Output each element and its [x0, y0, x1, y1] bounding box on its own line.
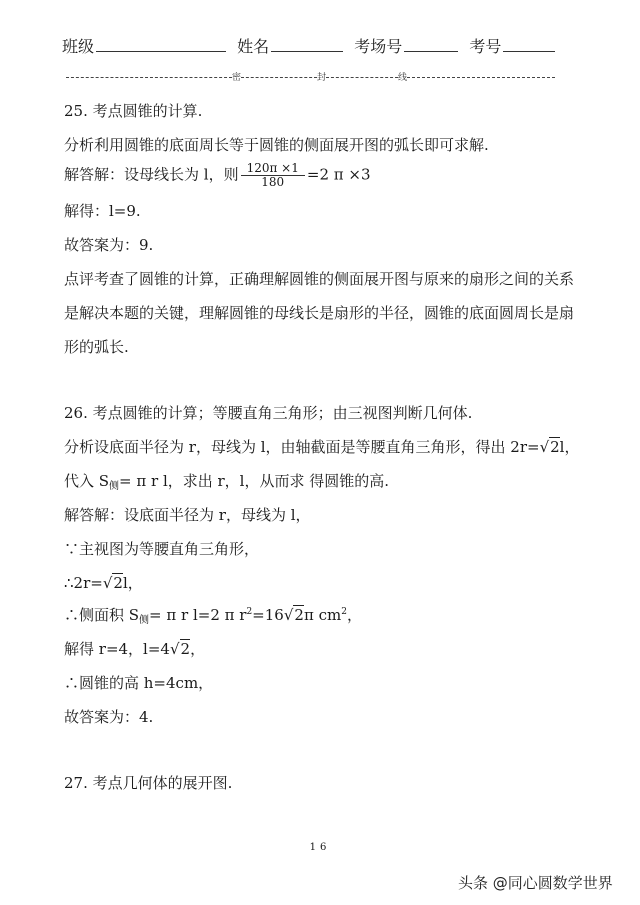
seal-mi: 密	[232, 73, 242, 83]
exam-header	[62, 34, 561, 57]
q26-analysis2: 代入 $S_侧= \pi$ r l，求出 r，l，从而求 得圆锥的高.	[64, 472, 390, 492]
page-number: 16	[309, 842, 331, 853]
seal-line	[66, 70, 566, 83]
q25-step1: 解得：l=9.	[64, 202, 141, 220]
class-field	[96, 35, 226, 52]
q26-solve: 解得 r=4，l=4√2，	[64, 640, 206, 658]
q25-solution: 解答解：设母线长为 l，则 $\frac{120\pi \times 1}{180}$ =2 π ×3	[64, 161, 371, 189]
q26-solution: 解答解：设底面半径为 r，母线为 l，	[64, 506, 311, 524]
seal-xian: 线	[398, 73, 408, 83]
q25-title: 25. 考点圆锥的计算.	[64, 102, 203, 120]
q26-title: 26. 考点圆锥的计算；等腰直角三角形；由三视图判断几何体.	[64, 404, 473, 422]
room-label: 考场号	[354, 37, 403, 56]
seal-feng: 封	[317, 73, 327, 83]
q26-height: ∴圆锥的高 h=4cm，	[64, 674, 214, 692]
number-field	[503, 35, 555, 52]
watermark: 头条 @同心圆数学世界	[458, 874, 613, 892]
number-label: 考号	[469, 37, 502, 56]
q25-comment-line3: 形的弧长.	[64, 338, 129, 356]
name-label: 姓名	[237, 37, 270, 56]
q26-analysis: 分析设底面半径为 r，母线为 l，由轴截面是等腰直角三角形，得出 2r=√2l，	[64, 438, 580, 456]
q25-answer: 故答案为：9.	[64, 236, 154, 254]
q27-title: 27. 考点几何体的展开图.	[64, 774, 233, 792]
q26-therefore1: ∴2r=√2l，	[64, 574, 143, 592]
q25-analysis: 分析利用圆锥的底面周长等于圆锥的侧面展开图的弧长即可求解.	[64, 136, 489, 154]
q26-because: ∵主视图为等腰直角三角形，	[64, 540, 260, 558]
room-field	[404, 35, 458, 52]
q26-therefore2: ∴侧面积 $S_侧= \pi$ r l=2 π $r^2=16√2\pi$ $cm^2$，	[64, 606, 362, 626]
q25-fraction: $\frac{120\pi \times 1}{180}$	[241, 162, 305, 189]
q25-comment-line1: 点评考查了圆锥的计算，正确理解圆锥的侧面展开图与原来的扇形之间的关系	[64, 270, 575, 288]
q26-answer: 故答案为：4.	[64, 708, 154, 726]
q25-comment-line2: 是解决本题的关键，理解圆锥的母线长是扇形的半径，圆锥的底面圆周长是扇	[64, 304, 575, 322]
name-field	[271, 35, 343, 52]
class-label: 班级	[62, 37, 95, 56]
